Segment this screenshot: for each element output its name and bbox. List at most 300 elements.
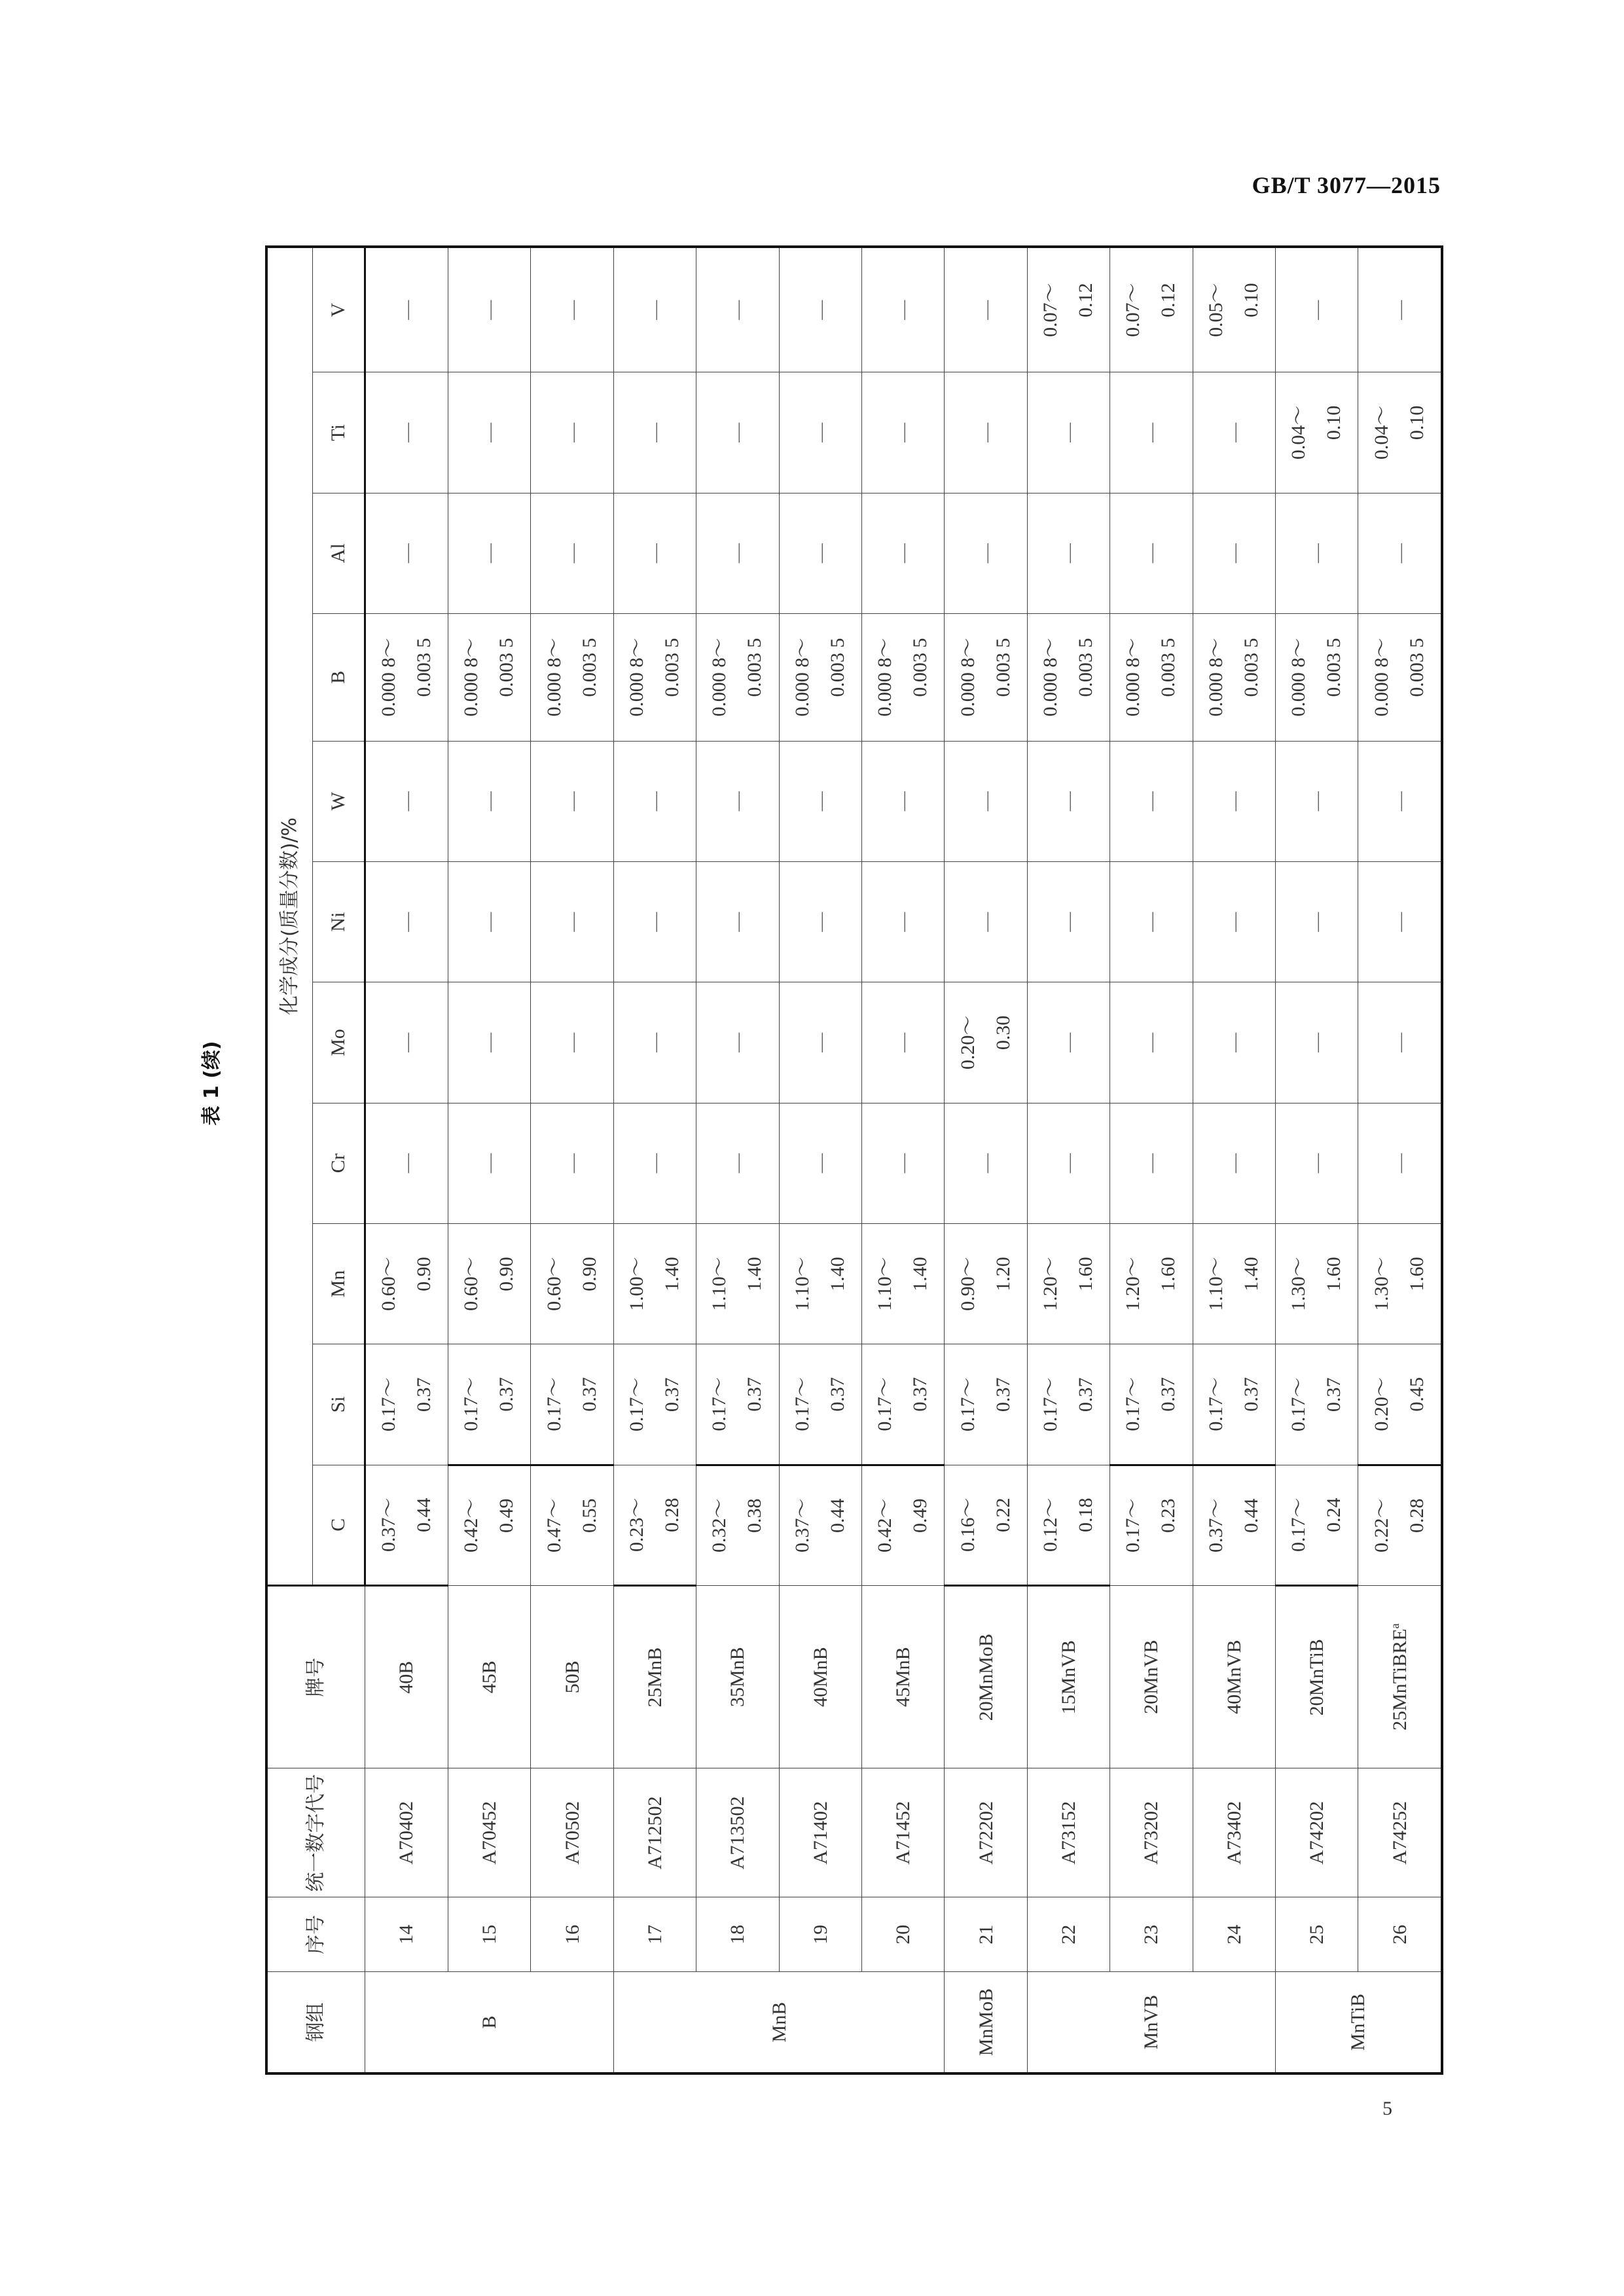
element-empty-cell: — bbox=[861, 1103, 944, 1223]
element-empty-cell: — bbox=[1358, 247, 1442, 372]
range-high: 0.37 bbox=[826, 1377, 848, 1412]
range-value bbox=[785, 1377, 856, 1431]
col-header-element: V bbox=[312, 247, 365, 372]
element-range-cell bbox=[1027, 1223, 1110, 1344]
range-value bbox=[785, 1498, 856, 1552]
table-row bbox=[1193, 247, 1275, 2073]
range-value bbox=[702, 1498, 772, 1552]
grade-label: 15MnVB bbox=[1057, 1640, 1079, 1715]
element-empty-cell: — bbox=[945, 372, 1027, 493]
element-empty-cell: — bbox=[1110, 982, 1193, 1103]
element-empty-cell: — bbox=[1275, 493, 1358, 613]
code-cell: A74252 bbox=[1358, 1768, 1442, 1897]
range-high: 0.18 bbox=[1074, 1498, 1096, 1532]
grade-cell bbox=[365, 1585, 448, 1768]
range-value bbox=[1364, 1257, 1435, 1311]
seq-cell: 25 bbox=[1275, 1897, 1358, 1972]
range-low: 0.60～ bbox=[377, 1257, 399, 1311]
grade-cell bbox=[945, 1585, 1027, 1768]
range-low: 0.17～ bbox=[708, 1377, 731, 1431]
element-empty-cell: — bbox=[1193, 493, 1275, 613]
range-low: 0.17～ bbox=[1204, 1377, 1227, 1431]
range-value bbox=[1281, 1498, 1352, 1552]
range-high: 0.37 bbox=[661, 1377, 683, 1412]
table-row bbox=[696, 247, 779, 2073]
element-empty-cell: — bbox=[365, 493, 448, 613]
col-header-element: W bbox=[312, 741, 365, 861]
range-value bbox=[1364, 1498, 1435, 1552]
code-cell: A73402 bbox=[1193, 1768, 1275, 1897]
range-value bbox=[1281, 638, 1352, 717]
element-range-cell bbox=[613, 1344, 696, 1465]
range-low: 0.60～ bbox=[543, 1257, 565, 1311]
range-high: 0.37 bbox=[744, 1377, 766, 1412]
range-high: 0.44 bbox=[826, 1498, 848, 1533]
range-low: 0.17～ bbox=[1039, 1377, 1061, 1432]
code-cell: A70502 bbox=[531, 1768, 613, 1897]
element-empty-cell: — bbox=[1027, 861, 1110, 982]
range-high: 0.37 bbox=[1323, 1377, 1345, 1412]
range-high: 0.45 bbox=[1405, 1377, 1428, 1412]
element-empty-cell: — bbox=[779, 982, 861, 1103]
element-empty-cell: — bbox=[613, 493, 696, 613]
grade-footnote-marker: a bbox=[1388, 1623, 1401, 1629]
element-range-cell bbox=[1275, 372, 1358, 493]
range-value bbox=[1033, 1498, 1104, 1552]
range-high: 0.90 bbox=[578, 1257, 600, 1291]
seq-cell: 20 bbox=[861, 1897, 944, 1972]
element-empty-cell: — bbox=[1275, 982, 1358, 1103]
range-high: 0.37 bbox=[412, 1377, 435, 1412]
element-empty-cell: — bbox=[1027, 1103, 1110, 1223]
range-low: 0.23～ bbox=[626, 1498, 647, 1552]
range-value bbox=[950, 1378, 1021, 1432]
element-range-cell bbox=[861, 1344, 944, 1465]
range-high: 0.37 bbox=[1157, 1377, 1180, 1412]
table-row bbox=[448, 247, 531, 2073]
range-value bbox=[619, 1498, 690, 1552]
range-low: 0.16～ bbox=[956, 1498, 979, 1552]
range-value bbox=[1199, 1498, 1269, 1552]
range-value bbox=[1364, 638, 1435, 717]
element-empty-cell: — bbox=[861, 861, 944, 982]
element-empty-cell: — bbox=[945, 493, 1027, 613]
range-high: 0.28 bbox=[1405, 1498, 1428, 1533]
col-header-element: C bbox=[312, 1465, 365, 1585]
range-low: 0.20～ bbox=[1370, 1377, 1392, 1431]
element-range-cell bbox=[1275, 1465, 1358, 1585]
col-header-element: Ni bbox=[312, 861, 365, 982]
range-low: 1.30～ bbox=[1370, 1257, 1392, 1311]
header-row-1 bbox=[266, 247, 312, 2073]
element-empty-cell: — bbox=[779, 372, 861, 493]
range-value bbox=[537, 1498, 607, 1552]
range-value bbox=[537, 1257, 607, 1311]
element-empty-cell: — bbox=[696, 372, 779, 493]
element-range-cell bbox=[1193, 247, 1275, 372]
range-low: 0.22～ bbox=[1370, 1498, 1392, 1552]
element-empty-cell: — bbox=[613, 372, 696, 493]
element-empty-cell: — bbox=[696, 741, 779, 861]
element-empty-cell: — bbox=[448, 493, 531, 613]
element-empty-cell: — bbox=[945, 247, 1027, 372]
range-value bbox=[867, 1498, 938, 1552]
element-range-cell bbox=[1275, 1223, 1358, 1344]
range-value bbox=[1281, 1257, 1352, 1311]
range-high: 1.60 bbox=[1405, 1257, 1428, 1291]
table-row bbox=[531, 247, 613, 2073]
range-high: 0.12 bbox=[1157, 283, 1180, 317]
element-empty-cell: — bbox=[779, 1103, 861, 1223]
range-high: 0.003 5 bbox=[412, 637, 435, 697]
element-empty-cell: — bbox=[1027, 982, 1110, 1103]
steel-group-cell: MnMoB bbox=[945, 1972, 1027, 2073]
range-high: 1.40 bbox=[826, 1257, 848, 1291]
range-high: 0.003 5 bbox=[1405, 637, 1428, 697]
element-empty-cell: — bbox=[1193, 372, 1275, 493]
element-range-cell bbox=[1358, 1344, 1442, 1465]
element-empty-cell: — bbox=[1027, 741, 1110, 861]
code-cell: A712502 bbox=[613, 1768, 696, 1897]
element-empty-cell: — bbox=[613, 982, 696, 1103]
range-value bbox=[1199, 1257, 1269, 1311]
element-range-cell bbox=[1358, 613, 1442, 741]
range-high: 0.37 bbox=[992, 1377, 1014, 1412]
range-low: 0.17～ bbox=[626, 1377, 647, 1432]
element-range-cell bbox=[1110, 613, 1193, 741]
element-range-cell bbox=[861, 613, 944, 741]
range-value bbox=[950, 1016, 1021, 1070]
element-range-cell bbox=[1358, 1223, 1442, 1344]
range-low: 0.17～ bbox=[791, 1377, 813, 1431]
grade-label: 20MnMoB bbox=[975, 1634, 997, 1721]
element-range-cell bbox=[1193, 1344, 1275, 1465]
range-low: 1.10～ bbox=[708, 1257, 731, 1311]
grade-label: 35MnB bbox=[727, 1647, 749, 1708]
range-value bbox=[702, 638, 772, 717]
range-low: 0.000 8～ bbox=[708, 637, 731, 717]
seq-cell: 24 bbox=[1193, 1897, 1275, 1972]
range-high: 0.10 bbox=[1405, 405, 1428, 440]
seq-cell: 21 bbox=[945, 1897, 1027, 1972]
range-low: 1.20～ bbox=[1039, 1257, 1061, 1311]
col-header-element: Cr bbox=[312, 1103, 365, 1223]
seq-cell: 19 bbox=[779, 1897, 861, 1972]
seq-cell: 16 bbox=[531, 1897, 613, 1972]
range-value bbox=[454, 1377, 524, 1431]
element-range-cell bbox=[779, 613, 861, 741]
grade-label: 45MnB bbox=[892, 1647, 914, 1708]
range-high: 0.23 bbox=[1157, 1498, 1180, 1533]
element-empty-cell: — bbox=[945, 741, 1027, 861]
element-range-cell bbox=[945, 1344, 1027, 1465]
range-value bbox=[1115, 1257, 1186, 1311]
element-empty-cell: — bbox=[779, 247, 861, 372]
element-range-cell bbox=[1110, 1465, 1193, 1585]
grade-cell bbox=[779, 1585, 861, 1768]
grade-label: 45B bbox=[478, 1660, 501, 1694]
col-header-element: Ti bbox=[312, 372, 365, 493]
element-empty-cell: — bbox=[365, 861, 448, 982]
range-low: 0.000 8～ bbox=[1370, 637, 1392, 717]
range-high: 0.003 5 bbox=[1240, 637, 1262, 697]
range-low: 0.07～ bbox=[1122, 283, 1144, 337]
element-empty-cell: — bbox=[861, 741, 944, 861]
range-low: 0.000 8～ bbox=[1288, 637, 1310, 717]
element-empty-cell: — bbox=[945, 1103, 1027, 1223]
range-value bbox=[454, 638, 524, 717]
element-range-cell bbox=[365, 613, 448, 741]
range-value bbox=[785, 638, 856, 717]
element-range-cell bbox=[1027, 613, 1110, 741]
range-high: 0.003 5 bbox=[578, 637, 600, 697]
range-high: 0.12 bbox=[1074, 283, 1096, 317]
range-value bbox=[371, 1378, 442, 1432]
range-low: 0.37～ bbox=[377, 1498, 399, 1552]
grade-cell bbox=[613, 1585, 696, 1768]
range-value bbox=[371, 638, 442, 717]
range-value bbox=[454, 1498, 524, 1552]
range-low: 0.17～ bbox=[543, 1377, 565, 1431]
range-low: 1.20～ bbox=[1122, 1257, 1144, 1311]
element-empty-cell: — bbox=[531, 372, 613, 493]
range-high: 1.60 bbox=[1074, 1257, 1096, 1291]
range-low: 0.000 8～ bbox=[956, 637, 979, 717]
element-range-cell bbox=[1027, 1465, 1110, 1585]
range-high: 0.003 5 bbox=[661, 637, 683, 697]
range-value bbox=[1281, 1378, 1352, 1432]
element-empty-cell: — bbox=[448, 861, 531, 982]
element-empty-cell: — bbox=[531, 982, 613, 1103]
element-range-cell bbox=[448, 1223, 531, 1344]
table-row bbox=[613, 247, 696, 2073]
range-high: 0.10 bbox=[1240, 283, 1262, 317]
range-high: 1.20 bbox=[992, 1257, 1014, 1291]
range-high: 1.40 bbox=[744, 1257, 766, 1291]
col-header-element: Mo bbox=[312, 982, 365, 1103]
element-range-cell bbox=[448, 1344, 531, 1465]
col-header-element: Si bbox=[312, 1344, 365, 1465]
range-value bbox=[950, 1257, 1021, 1311]
range-high: 0.37 bbox=[496, 1377, 518, 1412]
range-high: 0.22 bbox=[992, 1498, 1014, 1532]
range-value bbox=[867, 1377, 938, 1431]
element-range-cell bbox=[1027, 247, 1110, 372]
range-high: 1.40 bbox=[909, 1257, 931, 1291]
element-empty-cell: — bbox=[531, 861, 613, 982]
range-high: 0.28 bbox=[661, 1498, 683, 1532]
code-cell: A72202 bbox=[945, 1768, 1027, 1897]
table-caption-wrap bbox=[157, 1018, 262, 1149]
seq-cell: 23 bbox=[1110, 1897, 1193, 1972]
grade-label: 50B bbox=[561, 1660, 583, 1694]
steel-group-cell: MnVB bbox=[1027, 1972, 1275, 2073]
range-high: 0.37 bbox=[909, 1377, 931, 1412]
rotated-table-frame bbox=[265, 245, 1443, 2075]
range-low: 0.17～ bbox=[874, 1377, 896, 1431]
table-row bbox=[945, 247, 1027, 2073]
element-empty-cell: — bbox=[365, 982, 448, 1103]
element-range-cell bbox=[1027, 1344, 1110, 1465]
element-empty-cell: — bbox=[696, 861, 779, 982]
range-low: 0.000 8～ bbox=[626, 637, 647, 717]
range-high: 0.37 bbox=[578, 1377, 600, 1412]
range-value bbox=[1199, 638, 1269, 717]
range-high: 0.003 5 bbox=[1323, 637, 1345, 697]
element-empty-cell: — bbox=[945, 861, 1027, 982]
range-low: 0.000 8～ bbox=[791, 637, 813, 717]
element-range-cell bbox=[365, 1223, 448, 1344]
element-range-cell bbox=[779, 1465, 861, 1585]
col-header-seq: 序号 bbox=[266, 1897, 365, 1972]
range-low: 1.10～ bbox=[1204, 1257, 1227, 1311]
element-empty-cell: — bbox=[365, 372, 448, 493]
table-row bbox=[365, 247, 448, 2073]
range-low: 0.20～ bbox=[956, 1015, 979, 1070]
range-high: 0.49 bbox=[496, 1498, 518, 1533]
range-value bbox=[1115, 638, 1186, 717]
col-header-chem: 化学成分(质量分数)/% bbox=[266, 247, 312, 1585]
range-value bbox=[950, 638, 1021, 717]
element-empty-cell: — bbox=[448, 372, 531, 493]
element-empty-cell: — bbox=[531, 247, 613, 372]
steel-group-cell: B bbox=[365, 1972, 613, 2073]
chemical-composition-table bbox=[265, 245, 1443, 2075]
range-low: 0.04～ bbox=[1288, 405, 1310, 460]
element-empty-cell: — bbox=[365, 247, 448, 372]
range-low: 0.05～ bbox=[1204, 283, 1227, 337]
range-value bbox=[1115, 1377, 1186, 1431]
range-low: 0.17～ bbox=[1288, 1498, 1310, 1552]
element-range-cell bbox=[696, 1223, 779, 1344]
range-value bbox=[537, 1377, 607, 1431]
range-high: 0.44 bbox=[1240, 1498, 1262, 1533]
element-empty-cell: — bbox=[1027, 372, 1110, 493]
range-high: 0.10 bbox=[1323, 405, 1345, 440]
range-value bbox=[619, 1378, 690, 1432]
table-row bbox=[1275, 247, 1358, 2073]
table-row bbox=[1027, 247, 1110, 2073]
element-empty-cell: — bbox=[1110, 741, 1193, 861]
page-number: 5 bbox=[1382, 2098, 1392, 2119]
range-high: 1.60 bbox=[1157, 1257, 1180, 1291]
range-value bbox=[785, 1257, 856, 1311]
element-empty-cell: — bbox=[448, 247, 531, 372]
element-empty-cell: — bbox=[1275, 741, 1358, 861]
element-empty-cell: — bbox=[613, 1103, 696, 1223]
code-cell: A70402 bbox=[365, 1768, 448, 1897]
element-range-cell bbox=[779, 1223, 861, 1344]
range-high: 0.003 5 bbox=[909, 637, 931, 697]
element-empty-cell: — bbox=[1275, 1103, 1358, 1223]
element-empty-cell: — bbox=[1358, 493, 1442, 613]
element-range-cell bbox=[1193, 1223, 1275, 1344]
range-high: 1.40 bbox=[661, 1257, 683, 1291]
standard-code: GB/T 3077—2015 bbox=[1252, 172, 1441, 198]
range-value bbox=[1033, 1378, 1104, 1432]
range-value bbox=[1115, 1498, 1186, 1552]
range-high: 0.30 bbox=[992, 1015, 1014, 1050]
element-empty-cell: — bbox=[531, 493, 613, 613]
element-empty-cell: — bbox=[448, 1103, 531, 1223]
grade-label: 20MnTiB bbox=[1306, 1639, 1328, 1716]
range-value bbox=[454, 1257, 524, 1311]
grade-cell bbox=[1110, 1585, 1193, 1768]
element-range-cell bbox=[1193, 613, 1275, 741]
steel-group-cell: MnTiB bbox=[1275, 1972, 1442, 2073]
element-range-cell bbox=[1110, 1223, 1193, 1344]
element-empty-cell: — bbox=[861, 372, 944, 493]
element-empty-cell: — bbox=[1110, 372, 1193, 493]
range-low: 0.04～ bbox=[1370, 405, 1392, 460]
element-empty-cell: — bbox=[1275, 861, 1358, 982]
table-row bbox=[861, 247, 944, 2073]
range-low: 0.17～ bbox=[460, 1377, 482, 1431]
range-low: 0.37～ bbox=[1204, 1498, 1227, 1552]
element-empty-cell: — bbox=[696, 493, 779, 613]
grade-label: 25MnB bbox=[644, 1647, 666, 1708]
element-empty-cell: — bbox=[696, 982, 779, 1103]
range-value bbox=[619, 638, 690, 717]
col-header-element: B bbox=[312, 613, 365, 741]
element-empty-cell: — bbox=[1110, 493, 1193, 613]
range-high: 0.003 5 bbox=[992, 637, 1014, 697]
element-range-cell bbox=[1193, 1465, 1275, 1585]
element-range-cell bbox=[945, 1223, 1027, 1344]
grade-cell bbox=[1027, 1585, 1110, 1768]
range-low: 0.37～ bbox=[791, 1498, 813, 1552]
element-range-cell bbox=[365, 1344, 448, 1465]
range-high: 1.60 bbox=[1323, 1257, 1345, 1291]
element-range-cell bbox=[696, 613, 779, 741]
range-low: 1.00～ bbox=[626, 1257, 647, 1311]
range-high: 0.90 bbox=[496, 1257, 518, 1291]
grade-label: 40MnVB bbox=[1223, 1640, 1245, 1714]
table-row bbox=[1110, 247, 1193, 2073]
element-range-cell bbox=[945, 613, 1027, 741]
col-header-code: 统一数字代号 bbox=[266, 1768, 365, 1897]
element-empty-cell: — bbox=[779, 741, 861, 861]
element-range-cell bbox=[779, 1344, 861, 1465]
code-cell: A71402 bbox=[779, 1768, 861, 1897]
range-low: 0.000 8～ bbox=[543, 637, 565, 717]
range-low: 0.17～ bbox=[1288, 1377, 1310, 1432]
element-empty-cell: — bbox=[1110, 1103, 1193, 1223]
code-cell: A70452 bbox=[448, 1768, 531, 1897]
grade-cell bbox=[1358, 1585, 1442, 1768]
seq-cell: 14 bbox=[365, 1897, 448, 1972]
range-value bbox=[1281, 406, 1352, 460]
range-value bbox=[867, 638, 938, 717]
range-value bbox=[1199, 283, 1269, 337]
range-low: 1.30～ bbox=[1288, 1257, 1310, 1311]
element-empty-cell: — bbox=[531, 1103, 613, 1223]
grade-cell bbox=[696, 1585, 779, 1768]
range-low: 0.42～ bbox=[874, 1498, 896, 1552]
element-range-cell bbox=[531, 1223, 613, 1344]
range-high: 0.003 5 bbox=[496, 637, 518, 697]
element-empty-cell: — bbox=[696, 247, 779, 372]
table-row bbox=[779, 247, 861, 2073]
range-low: 0.60～ bbox=[460, 1257, 482, 1311]
grade-label: 20MnVB bbox=[1140, 1640, 1163, 1714]
range-value bbox=[1364, 406, 1435, 460]
range-value bbox=[1033, 638, 1104, 717]
element-range-cell bbox=[1110, 1344, 1193, 1465]
element-range-cell bbox=[1110, 247, 1193, 372]
element-empty-cell: — bbox=[365, 1103, 448, 1223]
range-low: 0.17～ bbox=[1122, 1377, 1144, 1431]
